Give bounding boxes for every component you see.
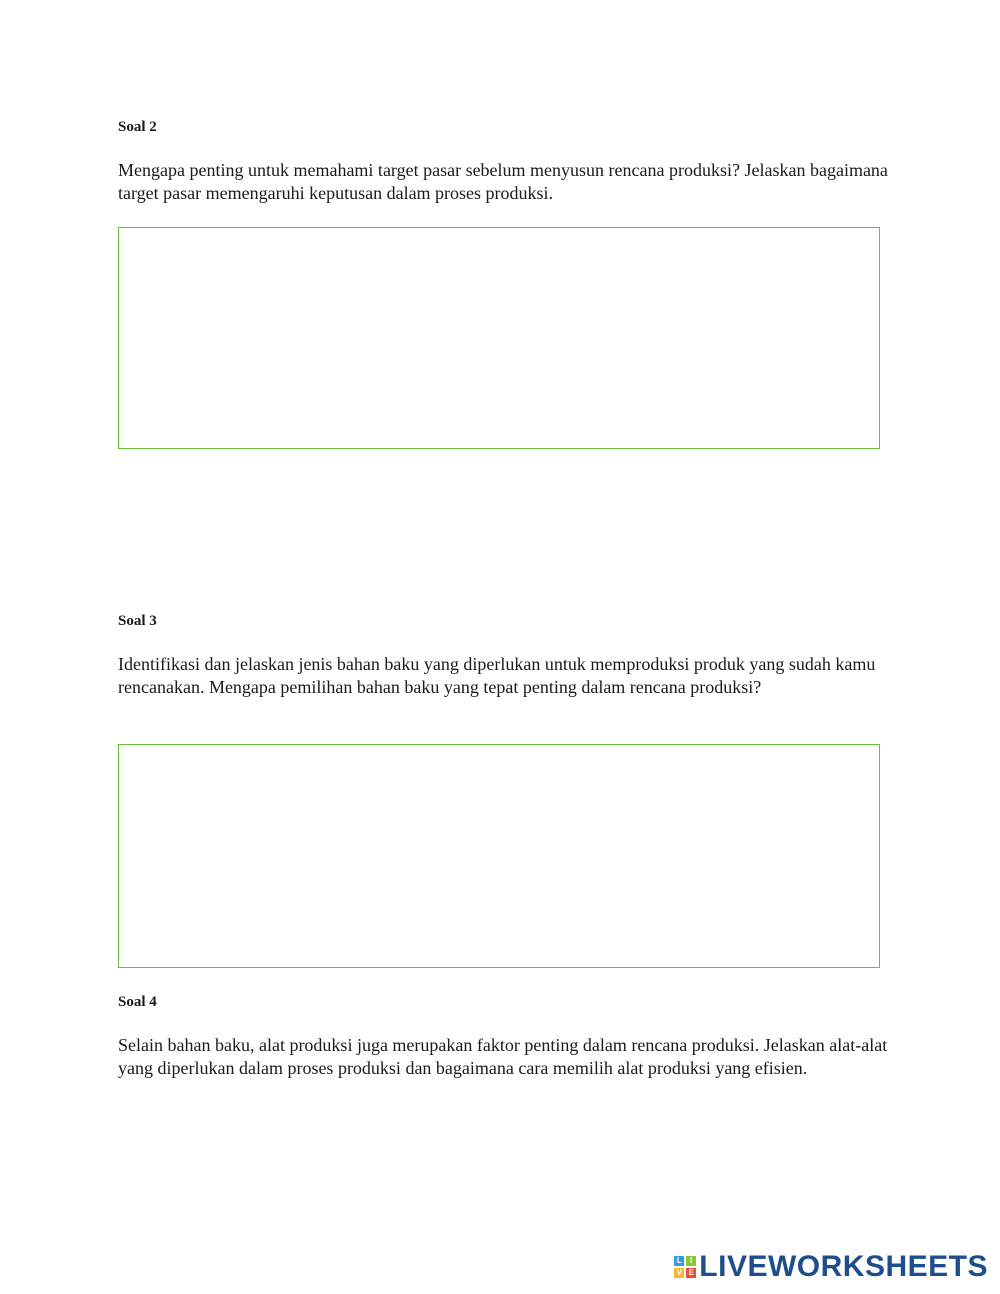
logo-block-e: E: [686, 1268, 696, 1278]
soal-2-answer-box[interactable]: [118, 227, 880, 449]
logo-block-i: I: [686, 1256, 696, 1266]
soal-3-answer-box[interactable]: [118, 744, 880, 968]
logo-text: LIVEWORKSHEETS: [699, 1250, 988, 1283]
soal-4-question: Selain bahan baku, alat produksi juga merupakan faktor penting dalam rencana produksi. Jelaskan alat-alat yang diperlukan dalam proses produksi dan bagaimana cara memilih alat produksi yang efisien.: [118, 1035, 888, 1078]
soal-3-heading: Soal 3: [118, 613, 157, 629]
logo-block-v: V: [674, 1268, 684, 1278]
soal-2-question: Mengapa penting untuk memahami target pasar sebelum menyusun rencana produksi? Jelaskan bagaimana target pasar memengaruhi keputusan dalam proses produksi.: [118, 160, 888, 203]
soal-2-heading: Soal 2: [118, 119, 157, 135]
liveworksheets-logo: [674, 1252, 988, 1282]
soal-3-question: Identifikasi dan jelaskan jenis bahan baku yang diperlukan untuk memproduksi produk yang sudah kamu rencanakan. Mengapa pemilihan bahan baku yang tepat penting dalam rencana produksi?: [118, 654, 876, 697]
soal-4-heading: Soal 4: [118, 994, 157, 1010]
logo-blocks-icon: [674, 1256, 696, 1278]
logo-block-l: L: [674, 1256, 684, 1266]
